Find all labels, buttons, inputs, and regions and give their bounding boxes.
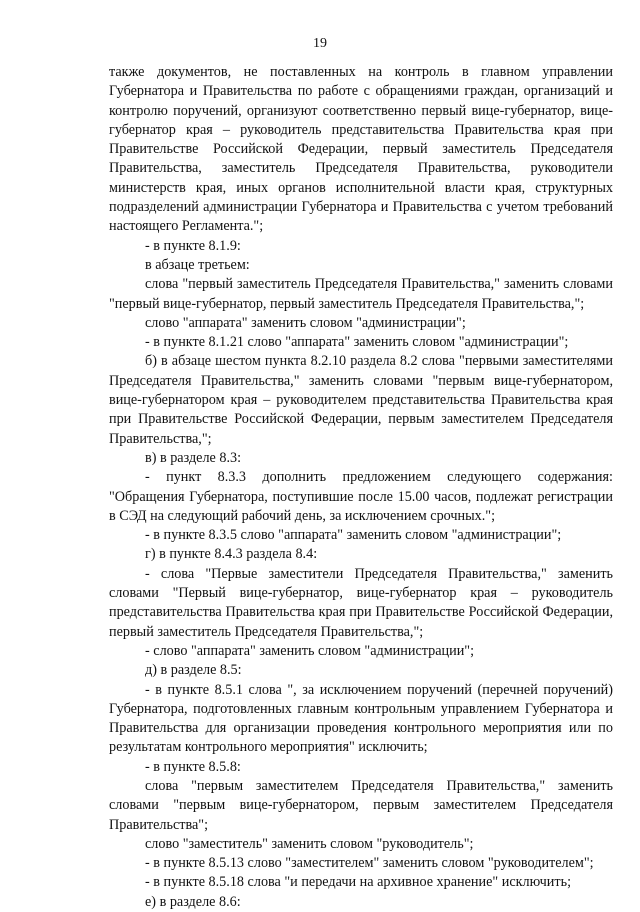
page-number: 19 (313, 36, 327, 51)
paragraph: - в пункте 8.1.9: (145, 237, 241, 254)
paragraph: - слова "Первые заместители Председателя Правительства," заменить словами "Первый вице-губернатор, вице-губернатор края – руководитель представительства Правительства края при Правительстве Российской Федерации, первый заместитель Председателя Правительства,"; (109, 565, 613, 640)
paragraph: слова "первым заместителем Председателя Правительства," заменить словами "первым вице-губернатором, первым заместителем Председателя Правительства"; (109, 777, 613, 833)
paragraph: д) в разделе 8.5: (145, 662, 242, 679)
paragraph: слово "аппарата" заменить словом "администрации"; (145, 314, 466, 331)
paragraph: - в пункте 8.3.5 слово "аппарата" заменить словом "администрации"; (145, 527, 562, 544)
paragraph: е) в разделе 8.6: (145, 893, 241, 910)
paragraph: в) в разделе 8.3: (145, 449, 242, 466)
paragraph: б) в абзаце шестом пункта 8.2.10 раздела 8.2 слова "первыми заместителями Председателя Правительства," заменить словами "первым вице-губернатором, вице-губернатором края – руководителем представительства Правительства края при Правительстве Российской Федерации, первым заместителем Председателя Правительства,"; (109, 353, 613, 447)
paragraph: - в пункте 8.5.13 слово "заместителем" заменить словом "руководителем"; (145, 855, 594, 872)
paragraph: - в пункте 8.5.18 слова "и передачи на архивное хранение" исключить; (145, 874, 572, 891)
paragraph: - в пункте 8.5.1 слова ", за исключением поручений (перечней поручений) Губернатора, подготовленных главным контрольным управлением Губернатора и Правительства для организации проведения контрольного мероприятия или по результатам контрольного мероприятия" исключить; (109, 681, 613, 756)
paragraph: слово "заместитель" заменить словом "руководитель"; (145, 835, 474, 852)
paragraph: г) в пункте 8.4.3 раздела 8.4: (145, 546, 318, 563)
paragraph: также документов, не поставленных на контроль в главном управлении Губернатора и Правительства по работе с обращениями граждан, организаций и контролю поручений, организуют соответственно первый вице-губернатор, вице-губернатор края – руководитель представительства Правительства края при Правительстве Российской Федерации, первый заместитель Председателя Правительства, заместитель Председателя Правительства, руководители министерств края, иных органов исполнительной власти края, структурных подразделений администрации Губернатора и Правительства с учетом требований настоящего Регламента."; (109, 64, 613, 235)
paragraph: в абзаце третьем: (145, 256, 250, 273)
paragraph: - пункт 8.3.3 дополнить предложением следующего содержания: "Обращения Губернатора, поступившие после 15.00 часов, подлежат регистрации в СЭД на следующий рабочий день, за исключением срочных."; (109, 469, 613, 524)
paragraph: - в пункте 8.5.8: (145, 758, 241, 775)
document-body (109, 63, 613, 912)
paragraph: - слово "аппарата" заменить словом "администрации"; (145, 642, 475, 659)
paragraph: - в пункте 8.1.21 слово "аппарата" заменить словом "администрации"; (145, 334, 569, 351)
paragraph: слова "первый заместитель Председателя Правительства," заменить словами "первый вице-губернатор, первый заместитель Председателя Правительства,"; (109, 276, 613, 312)
